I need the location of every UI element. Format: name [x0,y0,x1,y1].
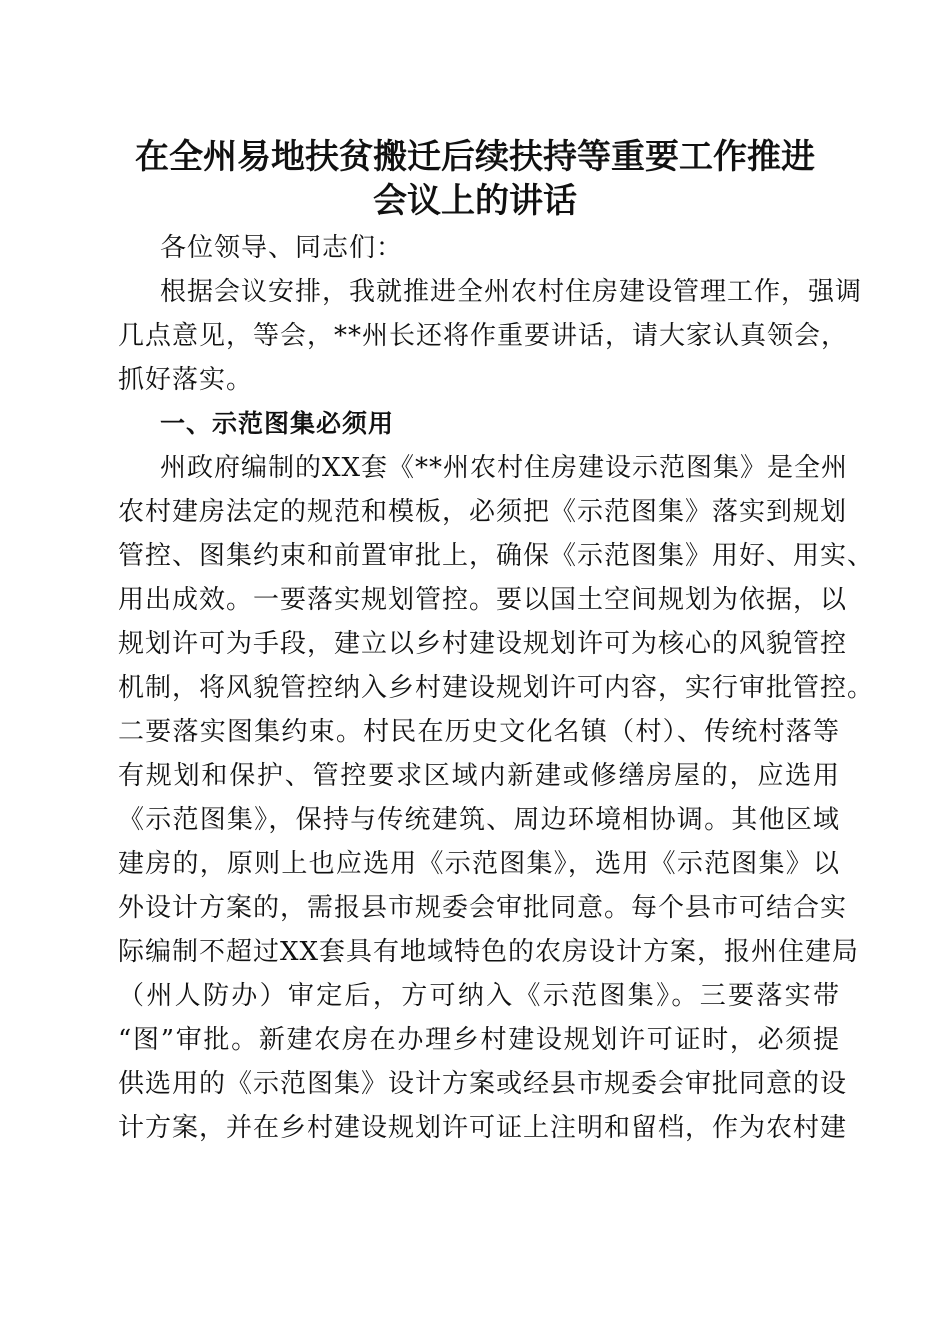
intro-line: 抓好落实。 [118,365,254,395]
paragraph-line: “图”审批。新建农房在办理乡村建设规划许可证时，必须提 [118,1025,840,1055]
paragraph-line: 用出成效。一要落实规划管控。要以国土空间规划为依据，以 [118,585,848,615]
paragraph-line: 《示范图集》，保持与传统建筑、周边环境相协调。其他区域 [118,805,840,835]
paragraph-line: 农村建房法定的规范和模板，必须把《示范图集》落实到规划 [118,497,848,527]
paragraph-line: 机制，将风貌管控纳入乡村建设规划许可内容，实行审批管控。 [118,673,875,703]
paragraph-line: 供选用的《示范图集》设计方案或经县市规委会审批同意的设 [118,1069,848,1099]
title-line-1: 在全州易地扶贫搬迁后续扶持等重要工作推进 [135,137,815,177]
paragraph-line: 外设计方案的，需报县市规委会审批同意。每个县市可结合实 [118,893,848,923]
speech-body [118,226,875,1150]
document-title [100,133,850,221]
paragraph-line: 管控、图集约束和前置审批上，确保《示范图集》用好、用实、 [118,541,875,571]
intro-line: 几点意见，等会，**州长还将作重要讲话，请大家认真领会， [118,321,849,351]
paragraph-line: 建房的，原则上也应选用《示范图集》，选用《示范图集》以 [118,849,840,879]
paragraph-line: （州人防办）审定后，方可纳入《示范图集》。三要落实带 [118,981,840,1011]
salutation: 各位领导、同志们： [160,233,404,263]
paragraph-line: 二要落实图集约束。村民在历史文化名镇（村）、传统村落等 [118,717,840,747]
paragraph-line: 有规划和保护、管控要求区域内新建或修缮房屋的，应选用 [118,761,840,791]
paragraph-line: 际编制不超过XX套具有地域特色的农房设计方案，报州住建局 [118,937,860,967]
section-heading: 一、示范图集必须用 [160,409,395,438]
title-line-2: 会议上的讲话 [373,181,577,221]
intro-line: 根据会议安排，我就推进全州农村住房建设管理工作，强调 [160,277,863,307]
paragraph-line: 州政府编制的XX套《**州农村住房建设示范图集》是全州 [160,453,849,483]
paragraph-line: 规划许可为手段，建立以乡村建设规划许可为核心的风貌管控 [118,629,848,659]
paragraph-line: 计方案，并在乡村建设规划许可证上注明和留档，作为农村建 [118,1113,848,1143]
